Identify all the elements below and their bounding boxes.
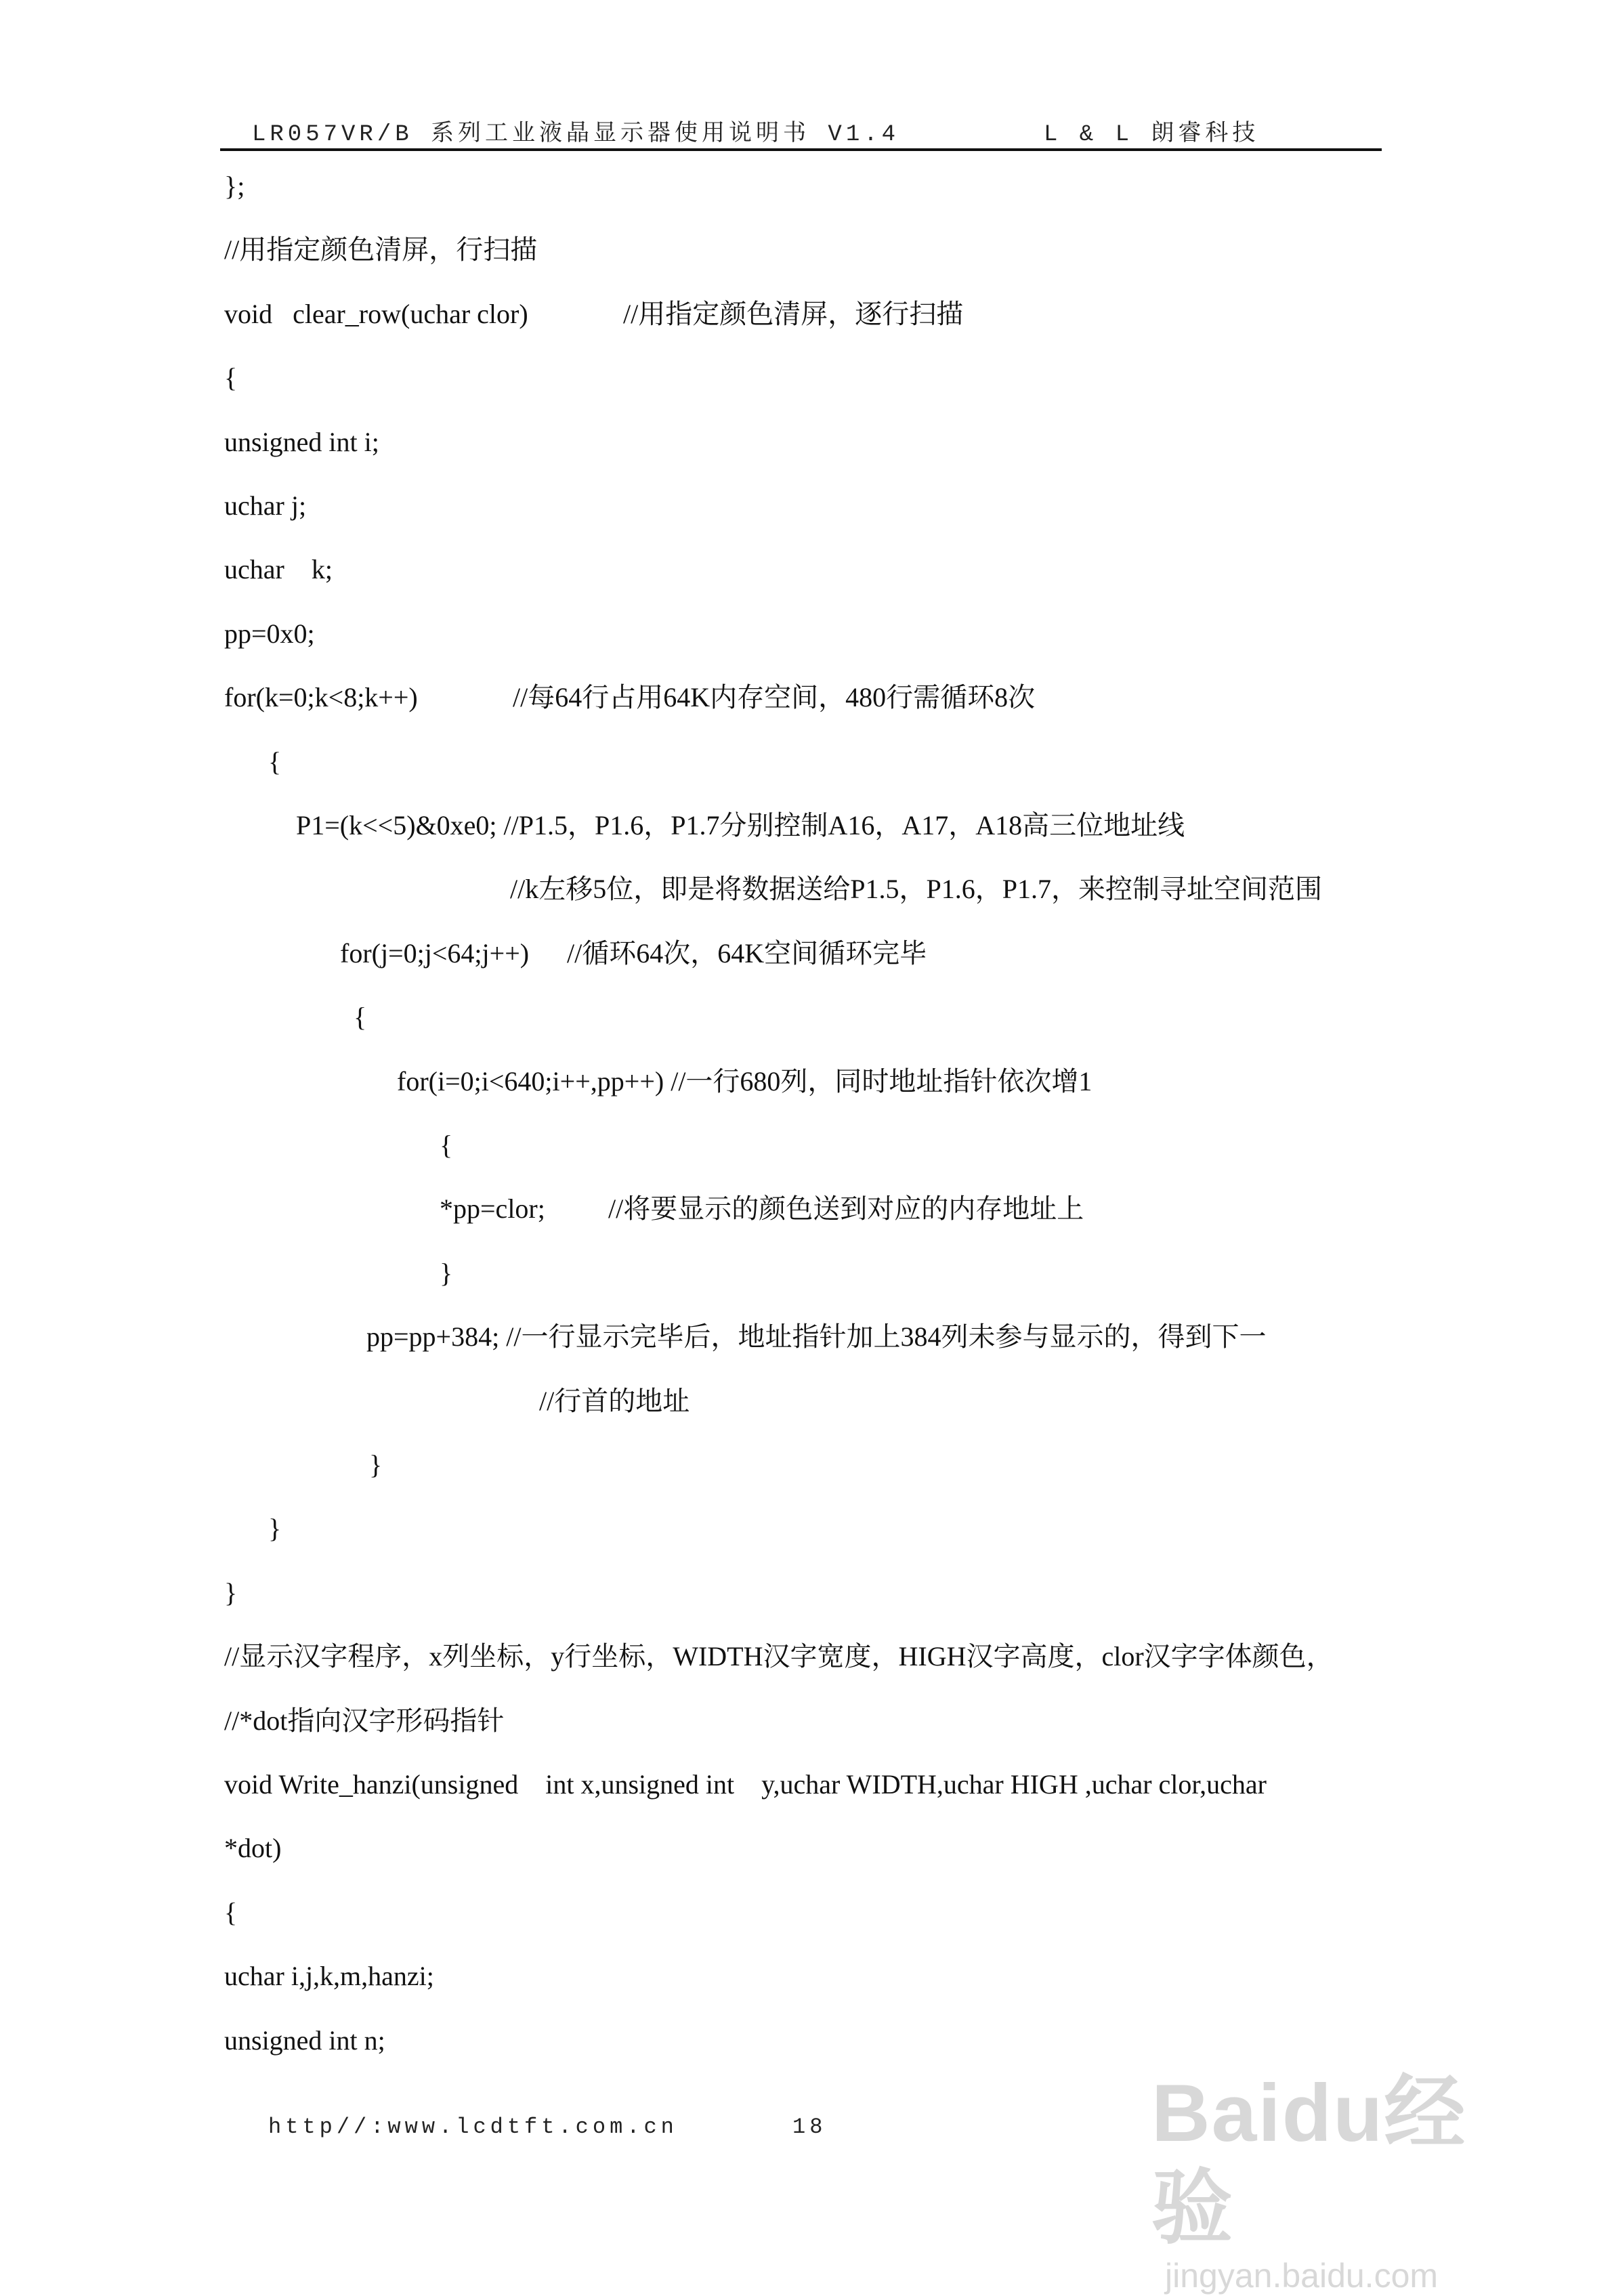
code-line: }; bbox=[224, 171, 245, 201]
code-line: void Write_hanzi(unsigned int x,unsigned int y,uchar WIDTH,uchar HIGH ,uchar clor,uchar bbox=[224, 1769, 1267, 1800]
doc-title: LR057VR/B 系列工业液晶显示器使用说明书 V1.4 bbox=[252, 122, 900, 148]
code-line: } bbox=[369, 1449, 383, 1480]
code-comment: //循环64次，64K空间循环完毕 bbox=[567, 937, 927, 969]
code-line: pp=0x0; bbox=[224, 618, 315, 649]
footer-url: http//:www.lcdtft.com.cn bbox=[268, 2114, 678, 2140]
code-line: for(j=0;j<64;j++) bbox=[340, 937, 530, 969]
watermark-logo: Baidu经验 bbox=[1151, 2068, 1467, 2253]
code-line: uchar i,j,k,m,hanzi; bbox=[224, 1961, 434, 1992]
code-line: for(k=0;k<8;k++) bbox=[224, 682, 418, 713]
watermark-site: jingyan.baidu.com bbox=[1165, 2257, 1439, 2295]
code-line: P1=(k<<5)&0xe0; //P1.5，P1.6，P1.7分别控制A16，A17，A18高三位地址线 bbox=[296, 810, 1185, 841]
code-line: *pp=clor; bbox=[440, 1193, 545, 1225]
code-line: //k左移5位，即是将数据送给P1.5，P1.6，P1.7，来控制寻址空间范围 bbox=[510, 874, 1322, 905]
code-comment: //将要显示的颜色送到对应的内存地址上 bbox=[608, 1193, 1084, 1225]
code-line: pp=pp+384; //一行显示完毕后，地址指针加上384列未参与显示的，得到下一 bbox=[366, 1321, 1267, 1353]
code-line: for(i=0;i<640;i++,pp++) //一行680列，同时地址指针依次增1 bbox=[397, 1065, 1093, 1097]
code-line: //行首的地址 bbox=[539, 1385, 690, 1416]
header-rule bbox=[220, 148, 1382, 151]
code-line: //*dot指向汉字形码指针 bbox=[224, 1705, 505, 1736]
code-line: void clear_row(uchar clor) bbox=[224, 298, 528, 329]
code-line: { bbox=[268, 746, 282, 777]
company-name: L & L 朗睿科技 bbox=[1044, 122, 1260, 148]
code-comment: //用指定颜色清屏，逐行扫描 bbox=[623, 298, 964, 329]
code-line: uchar j; bbox=[224, 490, 307, 521]
code-line: uchar k; bbox=[224, 554, 333, 585]
code-line: unsigned int i; bbox=[224, 426, 379, 457]
code-line: *dot) bbox=[224, 1833, 282, 1864]
code-line: { bbox=[440, 1130, 453, 1160]
code-line: { bbox=[224, 1896, 238, 1928]
code-line: { bbox=[224, 362, 238, 394]
code-line: //用指定颜色清屏，行扫描 bbox=[224, 234, 538, 265]
code-line: } bbox=[224, 1577, 238, 1608]
code-line: { bbox=[354, 1002, 367, 1033]
baidu-watermark bbox=[1151, 2066, 1531, 2295]
code-line: //显示汉字程序，x列坐标，y行坐标，WIDTH汉字宽度，HIGH汉字高度，clor汉字字体颜色， bbox=[224, 1641, 1334, 1672]
page-number: 18 bbox=[792, 2114, 827, 2140]
code-line: unsigned int n; bbox=[224, 2024, 385, 2056]
code-line: } bbox=[268, 1513, 282, 1544]
code-line: } bbox=[440, 1257, 453, 1288]
code-comment: //每64行占用64K内存空间，480行需循环8次 bbox=[513, 682, 1036, 713]
